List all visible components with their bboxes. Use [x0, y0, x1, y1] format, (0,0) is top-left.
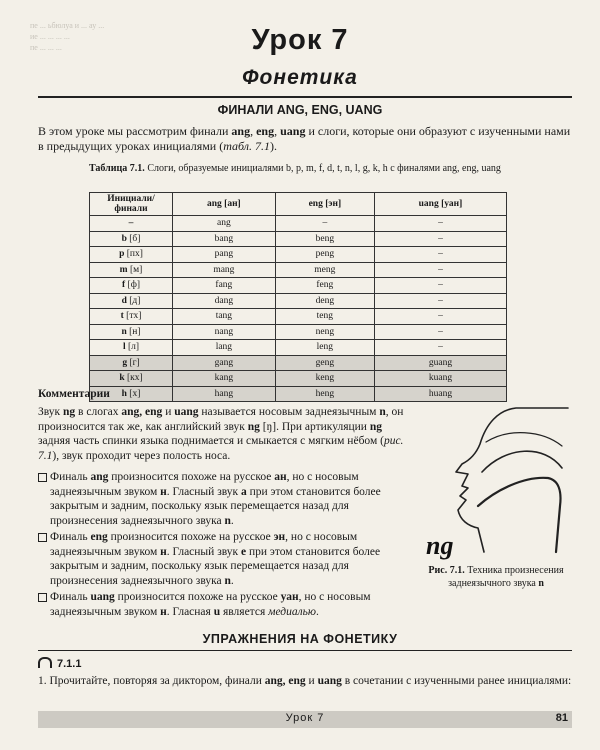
cell-syllable: ang [173, 216, 276, 232]
checkbox-square-icon [38, 473, 47, 482]
table-row [90, 262, 507, 278]
section-divider [38, 96, 572, 98]
exercises-divider [38, 650, 572, 651]
cell-syllable: hang [173, 386, 276, 402]
comments-heading: Комментарии [38, 388, 110, 400]
syllable-table [89, 192, 507, 402]
cell-syllable: – [374, 324, 506, 340]
cell-syllable: – [374, 340, 506, 356]
table-row [90, 386, 507, 402]
cell-syllable: – [374, 262, 506, 278]
bullet-text: Финаль ang произносится похоже на русское ан, но с носовым заднеязычным звуком н. Гласный звук а при этом становится более закрытым и задним, поскольку язык перемещается назад для произнесения заднеязычного звука n. [50, 471, 381, 527]
cell-syllable: dang [173, 293, 276, 309]
cell-syllable: keng [275, 371, 374, 387]
cell-initial: d [д] [90, 293, 173, 309]
table-row [90, 231, 507, 247]
cell-syllable: teng [275, 309, 374, 325]
figure-ng-label: ng [426, 531, 454, 560]
cell-syllable: mang [173, 262, 276, 278]
cell-initial: f [ф] [90, 278, 173, 294]
cell-initial: b [б] [90, 231, 173, 247]
cell-syllable: pang [173, 247, 276, 263]
header-ang: ang [ан] [173, 193, 276, 216]
checkbox-square-icon [38, 593, 47, 602]
cell-initial: k [кх] [90, 371, 173, 387]
cell-initial: n [н] [90, 324, 173, 340]
headphones-icon[interactable] [38, 657, 52, 668]
table-row [90, 371, 507, 387]
lesson-title: Урок 7 [251, 24, 349, 56]
cell-syllable: – [374, 216, 506, 232]
palate-line [482, 451, 562, 472]
cell-syllable: – [275, 216, 374, 232]
cell-syllable: beng [275, 231, 374, 247]
cell-syllable: tang [173, 309, 276, 325]
cell-syllable: – [374, 309, 506, 325]
exercise-number: 7.1.1 [38, 656, 81, 670]
cell-syllable: kang [173, 371, 276, 387]
cell-initial: – [90, 216, 173, 232]
table-row [90, 216, 507, 232]
bleed-line: пе ... ... ... [30, 43, 62, 52]
cell-initial: p [пх] [90, 247, 173, 263]
table-header-row [90, 193, 507, 216]
figure-caption: Рис. 7.1. Техника произнесения заднеязычного звука n [428, 565, 564, 589]
cell-syllable: – [374, 278, 506, 294]
cell-initial: l [л] [90, 340, 173, 356]
articulation-diagram [416, 402, 574, 560]
table-row [90, 340, 507, 356]
bullet-text: Финаль uang произносится похоже на русское уан, но с носовым заднеязычным звуком н. Гласная u является медиалью. [50, 591, 371, 618]
cell-syllable: geng [275, 355, 374, 371]
cell-initial: g [г] [90, 355, 173, 371]
nasal-cavity [486, 433, 562, 446]
cell-syllable: gang [173, 355, 276, 371]
header-initials: Инициали/ финали [90, 193, 173, 216]
comments-paragraph: Звук ng в слогах ang, eng и uang называется носовым заднеязычным n, он произносится так же, как английский звук ng [ŋ]. При артикуляции ng задняя часть спинки языка поднимается и смыкается с мягким нёбом (рис. 7.1), звук проходит через полость носа. [38, 406, 404, 462]
table-row [90, 293, 507, 309]
table-row [90, 247, 507, 263]
cell-syllable: peng [275, 247, 374, 263]
subsection-title: ФИНАЛИ ANG, ENG, UANG [217, 103, 383, 117]
cell-initial: m [м] [90, 262, 173, 278]
cell-syllable: – [374, 247, 506, 263]
section-title: Фонетика [242, 66, 358, 89]
exercise-item: 1. Прочитайте, повторяя за диктором, финали ang, eng и uang в сочетании с изученными ранее инициалями: [38, 675, 572, 687]
cell-syllable: meng [275, 262, 374, 278]
cell-initial: t [тх] [90, 309, 173, 325]
cell-syllable: – [374, 231, 506, 247]
table-row [90, 324, 507, 340]
cell-syllable: fang [173, 278, 276, 294]
table-row [90, 278, 507, 294]
cell-syllable: kuang [374, 371, 506, 387]
header-uang: uang [уан] [374, 193, 506, 216]
table-row [90, 309, 507, 325]
cell-syllable: lang [173, 340, 276, 356]
cell-syllable: huang [374, 386, 506, 402]
bleed-line: пе ... ьбюлуа и ... ау ... [30, 21, 105, 30]
bullet-text: Финаль eng произносится похоже на русское эн, но с носовым заднеязычным звуком н. Гласный звук е при этом становится более закрытым и задним, поскольку язык перемещается назад для произнесения заднеязычного звука n. [50, 531, 381, 587]
footer-lesson-label: Урок 7 [285, 712, 325, 724]
table-caption: Таблица 7.1. Слоги, образуемые инициалями b, p, m, f, d, t, n, l, g, k, h с финалями ang, eng, uang [89, 163, 501, 174]
cell-syllable: heng [275, 386, 374, 402]
checkbox-square-icon [38, 533, 47, 542]
page-number: 81 [555, 712, 568, 724]
cell-syllable: bang [173, 231, 276, 247]
cell-syllable: – [374, 293, 506, 309]
intro-paragraph: В этом уроке мы рассмотрим финали ang, eng, uang и слоги, которые они образуют с изученными нами в предыдущих уроках инициалями (табл. 7.1). [38, 124, 571, 153]
page-footer [38, 711, 572, 728]
cell-syllable: feng [275, 278, 374, 294]
cell-syllable: neng [275, 324, 374, 340]
cell-initial: h [х] [90, 386, 173, 402]
cell-syllable: guang [374, 355, 506, 371]
cell-syllable: deng [275, 293, 374, 309]
table-row [90, 355, 507, 371]
cell-syllable: leng [275, 340, 374, 356]
cell-syllable: nang [173, 324, 276, 340]
bleed-line: ие ... ... ... ... [30, 32, 70, 41]
tongue-line [478, 478, 561, 552]
exercises-title: УПРАЖНЕНИЯ НА ФОНЕТИКУ [202, 632, 398, 646]
header-eng: eng [эн] [275, 193, 374, 216]
